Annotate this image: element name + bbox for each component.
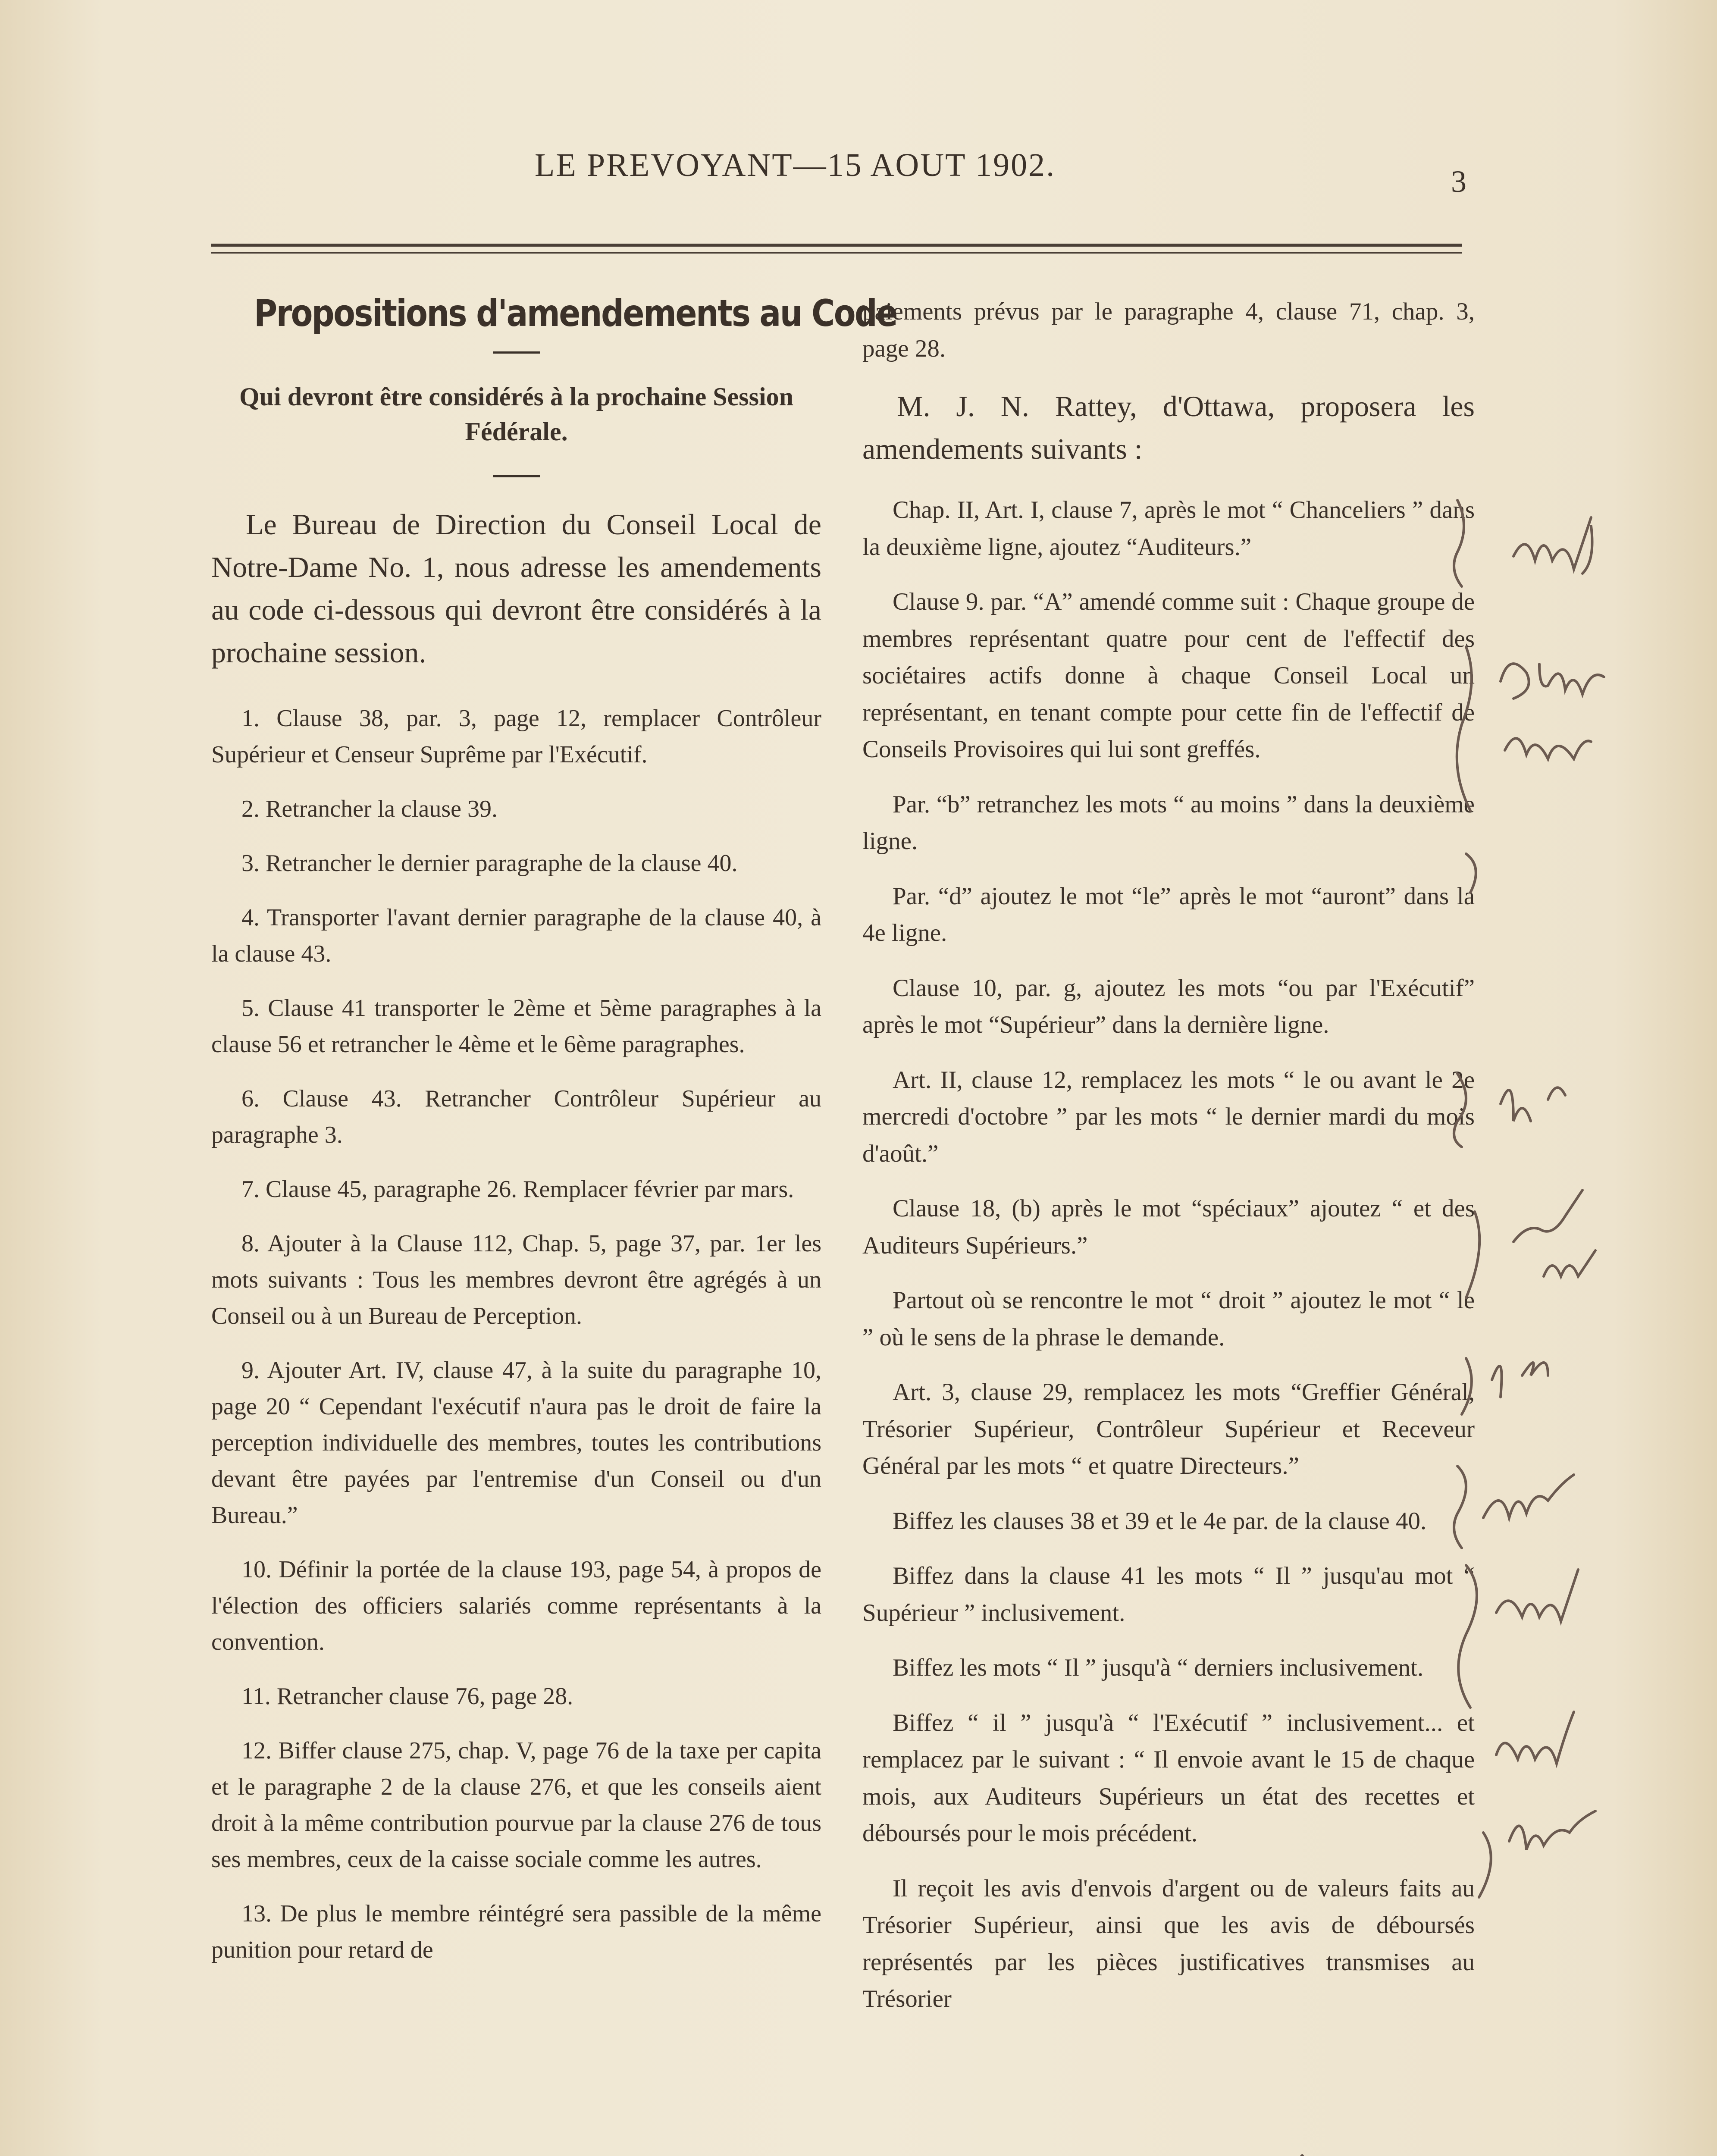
amendment-paragraph: Art. II, clause 12, remplacez les mots “ le ou avant le 2e mercredi d'octobre ” par les mots “ le dernier mardi du mois d'août.”: [862, 1066, 1475, 1167]
subtitle-dash-divider: [493, 475, 540, 477]
amendment-item: 9. Ajouter Art. IV, clause 47, à la suite du paragraphe 10, page 20 “ Cependant l'exécutif n'aura pas le droit de faire la perception individuelle des membres, toutes les contributions devant être payées par l'entremise d'un Conseil ou d'un Bureau.”: [211, 1357, 821, 1529]
continuation-paragraph: paiements prévus par le paragraphe 4, clause 71, chap. 3, page 28.: [862, 298, 1475, 362]
amendment-paragraph: Biffez les mots “ Il ” jusqu'à “ derniers inclusivement.: [893, 1654, 1424, 1682]
amendment-paragraph: Biffez “ il ” jusqu'à “ l'Exécutif ” inclusivement... et remplacez par le suivant : “ Il envoie avant le 15 de chaque mois, aux Auditeurs Supérieurs un état des recettes et déboursés pour le mois précédent.: [862, 1709, 1475, 1847]
pencil-strikethrough: [1130, 2147, 1311, 2156]
amendment-paragraph: Biffez les clauses 38 et 39 et le 4e par. de la clause 40.: [893, 1507, 1427, 1535]
amendment-paragraph: Biffez dans la clause 41 les mots “ Il ” jusqu'au mot “ Supérieur ” inclusivement.: [862, 1562, 1475, 1626]
amendment-item: 1. Clause 38, par. 3, page 12, remplacer Contrôleur Supérieur et Censeur Suprême par l'Exécutif.: [211, 705, 821, 768]
amendment-item: 3. Retrancher le dernier paragraphe de la clause 40.: [241, 849, 738, 877]
amendment-item: 8. Ajouter à la Clause 112, Chap. 5, page 37, par. 1er les mots suivants : Tous les membres devront être agrégés à un Conseil ou à un Bureau de Perception.: [211, 1230, 821, 1329]
amendment-paragraph: Clause 10, par. g, ajoutez les mots “ou par l'Exécutif” après le mot “Supérieur” dans la dernière ligne.: [862, 974, 1475, 1039]
article-subtitle: Qui devront être considérés à la prochaine Session Fédérale.: [239, 382, 794, 446]
amendment-item: 13. De plus le membre réintégré sera passible de la même punition pour retard de: [211, 1900, 821, 1963]
header-rule-thin: [211, 252, 1462, 254]
amendment-paragraph: Il reçoit les avis d'envois d'argent ou de valeurs faits au Trésorier Supérieur, ainsi que les avis de déboursés représentés par les pièces justificatives transmises au Trésorier: [862, 1874, 1475, 2013]
amendment-paragraph: Clause 18, (b) après le mot “spéciaux” ajoutez “ et des Auditeurs Supérieurs.”: [862, 1195, 1475, 1259]
amendment-item: 4. Transporter l'avant dernier paragraphe de la clause 40, à la clause 43.: [211, 904, 821, 967]
amendment-item: 10. Définir la portée de la clause 193, page 54, à propos de l'élection des officiers salariés comme représentants à la convention.: [211, 1556, 821, 1655]
amendment-item: 5. Clause 41 transporter le 2ème et 5ème paragraphes à la clause 56 et retrancher le 4ème et le 6ème paragraphes.: [211, 994, 821, 1058]
amendment-item: 11. Retrancher clause 76, page 28.: [241, 1683, 573, 1710]
left-column: [211, 292, 897, 1986]
intro-paragraph: Le Bureau de Direction du Conseil Local de Notre-Dame No. 1, nous adresse les amendements au code ci-dessous qui devront être considérés à la prochaine session.: [211, 508, 821, 669]
rattey-proposal-heading: M. J. N. Rattey, d'Ottawa, proposera les amendements suivants :: [862, 390, 1475, 465]
amendment-paragraph: Art. 3, clause 29, remplacez les mots “Greffier Général, Trésorier Supérieur, Contrôleur Supérieur et Receveur Général par les mots “ et quatre Directeurs.”: [862, 1379, 1475, 1480]
article-title: Propositions d'amendements au Code: [254, 292, 897, 335]
amendment-paragraph: Par. “d” ajoutez le mot “le” après le mot “auront” dans la 4e ligne.: [862, 882, 1475, 947]
amendment-paragraph: Partout où se rencontre le mot “ droit ” ajoutez le mot “ le ” où le sens de la phrase le demande.: [862, 1287, 1475, 1351]
page-number: 3: [1451, 164, 1466, 199]
amendment-item: 7. Clause 45, paragraphe 26. Remplacer février par mars.: [241, 1175, 794, 1203]
running-head: LE PREVOYANT—15 AOUT 1902.: [535, 147, 1056, 183]
amendment-paragraph: Clause 9. par. “A” amendé comme suit : Chaque groupe de membres représentant quatre pour cent de l'effectif des sociétaires actifs donne à chaque Conseil Local un représentant, en tenant compte pour cette fin de l'effectif de Conseils Provisoires qui lui sont greffés.: [862, 588, 1475, 763]
amendment-paragraph: Chap. II, Art. I, clause 7, après le mot “ Chanceliers ” dans la deuxième ligne, ajoutez “Auditeurs.”: [862, 496, 1475, 561]
amendment-paragraph: Par. “b” retranchez les mots “ au moins ” dans la deuxième ligne.: [862, 790, 1475, 855]
header-rule-thick: [211, 244, 1462, 247]
amendment-item: 2. Retrancher la clause 39.: [241, 795, 498, 822]
amendment-item: 6. Clause 43. Retrancher Contrôleur Supérieur au paragraphe 3.: [211, 1085, 821, 1148]
amendment-item: 12. Biffer clause 275, chap. V, page 76 de la taxe per capita et le paragraphe 2 de la clause 276, et que les conseils aient droit à la même contribution pourvue par la clause 276 de tous ses membres, ceux de la caisse sociale comme les autres.: [211, 1737, 821, 1873]
handwritten-marginalia: [1449, 474, 1708, 1940]
right-column: [862, 293, 1475, 2036]
page-header: [0, 147, 1717, 198]
title-dash-divider: [493, 351, 540, 354]
